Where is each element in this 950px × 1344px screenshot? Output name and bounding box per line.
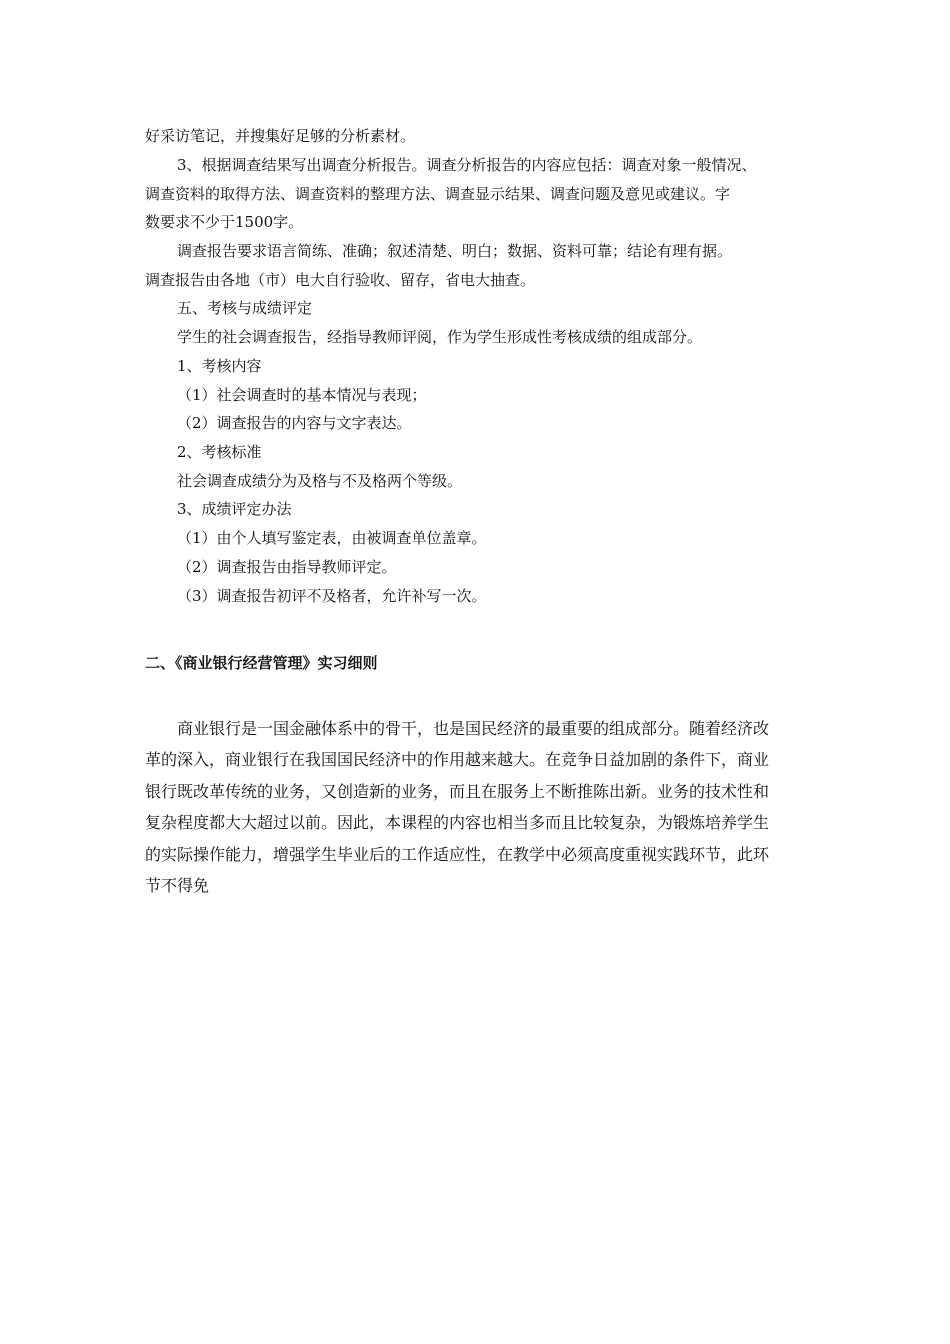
list-item: （2）调查报告由指导教师评定。 (177, 558, 397, 576)
text-line: 学生的社会调查报告，经指导教师评阅，作为学生形成性考核成绩的组成部分。 (177, 328, 703, 346)
section-subheading: 五、考核与成绩评定 (177, 299, 313, 317)
text-line: 社会调查成绩分为及格与不及格两个等级。 (177, 472, 463, 490)
list-heading: 3、成绩评定办法 (177, 500, 292, 518)
paragraph-line: 商业银行是一国金融体系中的骨干，也是国民经济的最重要的组成部分。随着经济改 (177, 719, 770, 738)
text-line: 调查报告由各地（市）电大自行验收、留存，省电大抽查。 (145, 271, 536, 289)
paragraph-line: 银行既改革传统的业务，又创造新的业务，而且在服务上不断推陈出新。业务的技术性和 (145, 782, 770, 801)
list-item: （3）调查报告初评不及格者，允许补写一次。 (177, 587, 487, 605)
list-item: （1）社会调查时的基本情况与表现； (177, 386, 427, 404)
text-line: 调查报告要求语言简练、准确；叙述清楚、明白；数据、资料可靠；结论有理有据。 (177, 242, 733, 260)
text-line: 调查资料的取得方法、调查资料的整理方法、调查显示结果、调查问题及意见或建议。字 (145, 185, 731, 203)
list-heading: 1、考核内容 (177, 357, 262, 375)
paragraph-line: 节不得免 (145, 876, 210, 895)
list-item: （1）由个人填写鉴定表，由被调查单位盖章。 (177, 529, 487, 547)
text-line: 好采访笔记，并搜集好足够的分析素材。 (145, 127, 416, 145)
text-line: 3、根据调查结果写出调查分析报告。调查分析报告的内容应包括：调查对象一般情况、 (177, 156, 757, 174)
paragraph-line: 复杂程度都大大超过以前。因此，本课程的内容也相当多而且比较复杂，为锻炼培养学生 (145, 813, 770, 832)
paragraph-line: 的实际操作能力，增强学生毕业后的工作适应性，在教学中必须高度重视实践环节，此环 (145, 845, 770, 864)
list-heading: 2、考核标准 (177, 443, 262, 461)
section-heading: 二、《商业银行经营管理》实习细则 (145, 654, 378, 672)
text-line: 数要求不少于1500字。 (145, 213, 304, 231)
list-item: （2）调查报告的内容与文字表达。 (177, 414, 412, 432)
paragraph-line: 革的深入，商业银行在我国国民经济中的作用越来越大。在竞争日益加剧的条件下，商业 (145, 750, 770, 769)
